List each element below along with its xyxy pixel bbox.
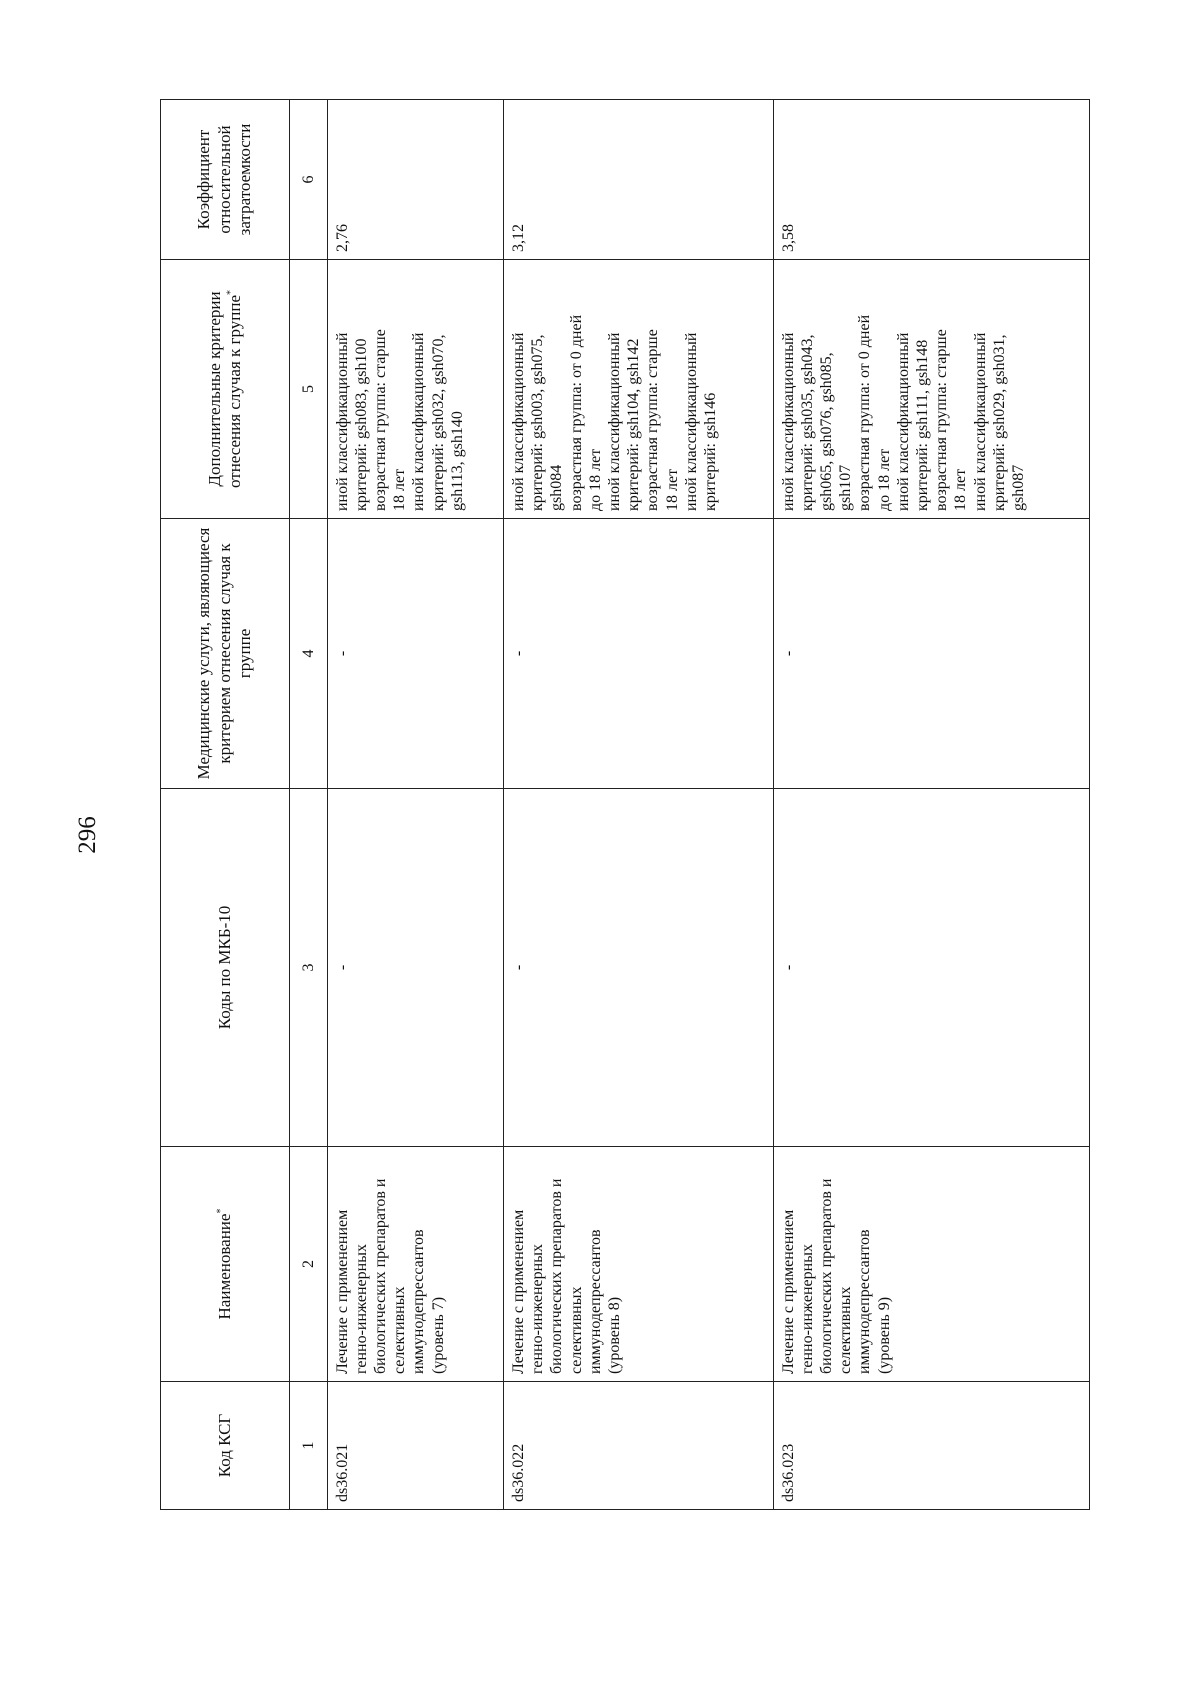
mkb-codes-cell: -	[327, 789, 503, 1147]
medical-services-cell: -	[773, 519, 1089, 789]
additional-criteria-cell-line: возрастная группа: старше	[644, 329, 662, 511]
ksg-name-cell	[327, 1147, 503, 1382]
additional-criteria-cell	[504, 260, 774, 519]
additional-criteria-cell-line: gsh113, gsh140	[448, 411, 466, 511]
additional-criteria-cell-line: иной классификационный	[410, 332, 428, 511]
additional-criteria-cell-line: критерий: gsh032, gsh070,	[429, 334, 447, 511]
additional-criteria-cell-line: до 18 лет	[875, 448, 893, 511]
rotated-table-wrapper	[160, 100, 1090, 1510]
ksg-name-cell-line: генно-инженерных	[798, 1244, 816, 1374]
additional-criteria-cell-line: 18 лет	[391, 468, 409, 511]
header-services: Медицинские услуги, являющиеся критерием отнесения случая к группе	[161, 519, 290, 789]
medical-services-cell: -	[504, 519, 774, 789]
additional-criteria-cell-line: gsh084	[548, 464, 566, 511]
ksg-name-cell-line: генно-инженерных	[352, 1244, 370, 1374]
additional-criteria-cell-line: gsh107	[837, 464, 855, 511]
additional-criteria-cell-line: возрастная группа: старше	[933, 329, 951, 511]
cost-coefficient-cell: 3,58	[773, 100, 1089, 260]
column-number: 4	[290, 519, 328, 789]
ksg-name-cell-line: селективных	[567, 1286, 585, 1374]
page-number: 296	[74, 816, 101, 854]
ksg-code-cell: ds36.022	[504, 1382, 774, 1510]
ksg-name-cell-line: иммунодепрессантов	[856, 1229, 874, 1374]
additional-criteria-cell-line: критерий: gsh104, gsh142	[625, 338, 643, 511]
column-number: 1	[290, 1382, 328, 1510]
additional-criteria-cell-line: возрастная группа: от 0 дней	[567, 314, 585, 511]
additional-criteria-cell-line: критерий: gsh029, gsh031,	[990, 334, 1008, 511]
header-criteria: Дополнительные критерии отнесения случая к группе*	[161, 260, 290, 519]
mkb-codes-cell: -	[773, 789, 1089, 1147]
ksg-name-cell-line: биологических препаратов и	[372, 1178, 390, 1374]
additional-criteria-cell-line: возрастная группа: старше	[372, 329, 390, 511]
additional-criteria-cell-line: gsh065, gsh076, gsh085,	[818, 352, 836, 511]
header-coef: Коэффициент относительной затратоемкости	[161, 100, 290, 260]
additional-criteria-cell-line: иной классификационный	[779, 332, 797, 511]
column-number-row	[290, 100, 328, 1510]
ksg-name-cell-line: биологических препаратов и	[548, 1178, 566, 1374]
ksg-name-cell-line: (уровень 8)	[606, 1296, 624, 1374]
additional-criteria-cell-line: 18 лет	[952, 468, 970, 511]
additional-criteria-cell-line: иной классификационный	[510, 332, 528, 511]
additional-criteria-cell-line: критерий: gsh003, gsh075,	[529, 334, 547, 511]
medical-services-cell: -	[327, 519, 503, 789]
column-number: 5	[290, 260, 328, 519]
additional-criteria-cell-line: до 18 лет	[586, 448, 604, 511]
column-number: 3	[290, 789, 328, 1147]
ksg-name-cell-line: селективных	[391, 1286, 409, 1374]
additional-criteria-cell	[773, 260, 1089, 519]
ksg-name-cell-line: Лечение с применением	[779, 1209, 797, 1374]
table-row	[773, 100, 1089, 1510]
cost-coefficient-cell: 3,12	[504, 100, 774, 260]
header-code: Код КСГ	[161, 1382, 290, 1510]
footnote-mark: *	[225, 289, 237, 295]
header-name: Наименование*	[161, 1147, 290, 1382]
footnote-mark: *	[215, 1208, 227, 1214]
ksg-name-cell-line: биологических препаратов и	[818, 1178, 836, 1374]
additional-criteria-cell-line: иной классификационный	[606, 332, 624, 511]
table-row	[327, 100, 503, 1510]
ksg-name-cell-line: (уровень 7)	[429, 1296, 447, 1374]
ksg-name-cell-line: генно-инженерных	[529, 1244, 547, 1374]
additional-criteria-cell-line: иной классификационный	[333, 332, 351, 511]
header-mkb: Коды по МКБ-10	[161, 789, 290, 1147]
ksg-name-cell-line: иммунодепрессантов	[586, 1229, 604, 1374]
column-number: 6	[290, 100, 328, 260]
additional-criteria-cell-line: критерий: gsh146	[701, 392, 719, 511]
ksg-code-cell: ds36.021	[327, 1382, 503, 1510]
ksg-name-cell-line: иммунодепрессантов	[410, 1229, 428, 1374]
ksg-name-cell-line: Лечение с применением	[333, 1209, 351, 1374]
ksg-name-cell	[504, 1147, 774, 1382]
additional-criteria-cell-line: gsh087	[1009, 464, 1027, 511]
table-region	[160, 100, 1090, 1510]
ksg-name-cell-line: селективных	[837, 1286, 855, 1374]
table-row	[504, 100, 774, 1510]
additional-criteria-cell-line: возрастная группа: от 0 дней	[856, 314, 874, 511]
cost-coefficient-cell: 2,76	[327, 100, 503, 260]
additional-criteria-cell-line: критерий: gsh083, gsh100	[352, 338, 370, 511]
ksg-table	[160, 99, 1090, 1510]
column-number: 2	[290, 1147, 328, 1382]
additional-criteria-cell-line: критерий: gsh111, gsh148	[914, 339, 932, 511]
ksg-name-cell-line: Лечение с применением	[510, 1209, 528, 1374]
mkb-codes-cell: -	[504, 789, 774, 1147]
ksg-name-cell	[773, 1147, 1089, 1382]
additional-criteria-cell-line: иной классификационный	[894, 332, 912, 511]
header-row	[161, 100, 290, 1510]
ksg-name-cell-line: (уровень 9)	[875, 1296, 893, 1374]
additional-criteria-cell-line: критерий: gsh035, gsh043,	[798, 334, 816, 511]
ksg-code-cell: ds36.023	[773, 1382, 1089, 1510]
additional-criteria-cell-line: 18 лет	[663, 468, 681, 511]
additional-criteria-cell	[327, 260, 503, 519]
additional-criteria-cell-line: иной классификационный	[971, 332, 989, 511]
additional-criteria-cell-line: иной классификационный	[682, 332, 700, 511]
